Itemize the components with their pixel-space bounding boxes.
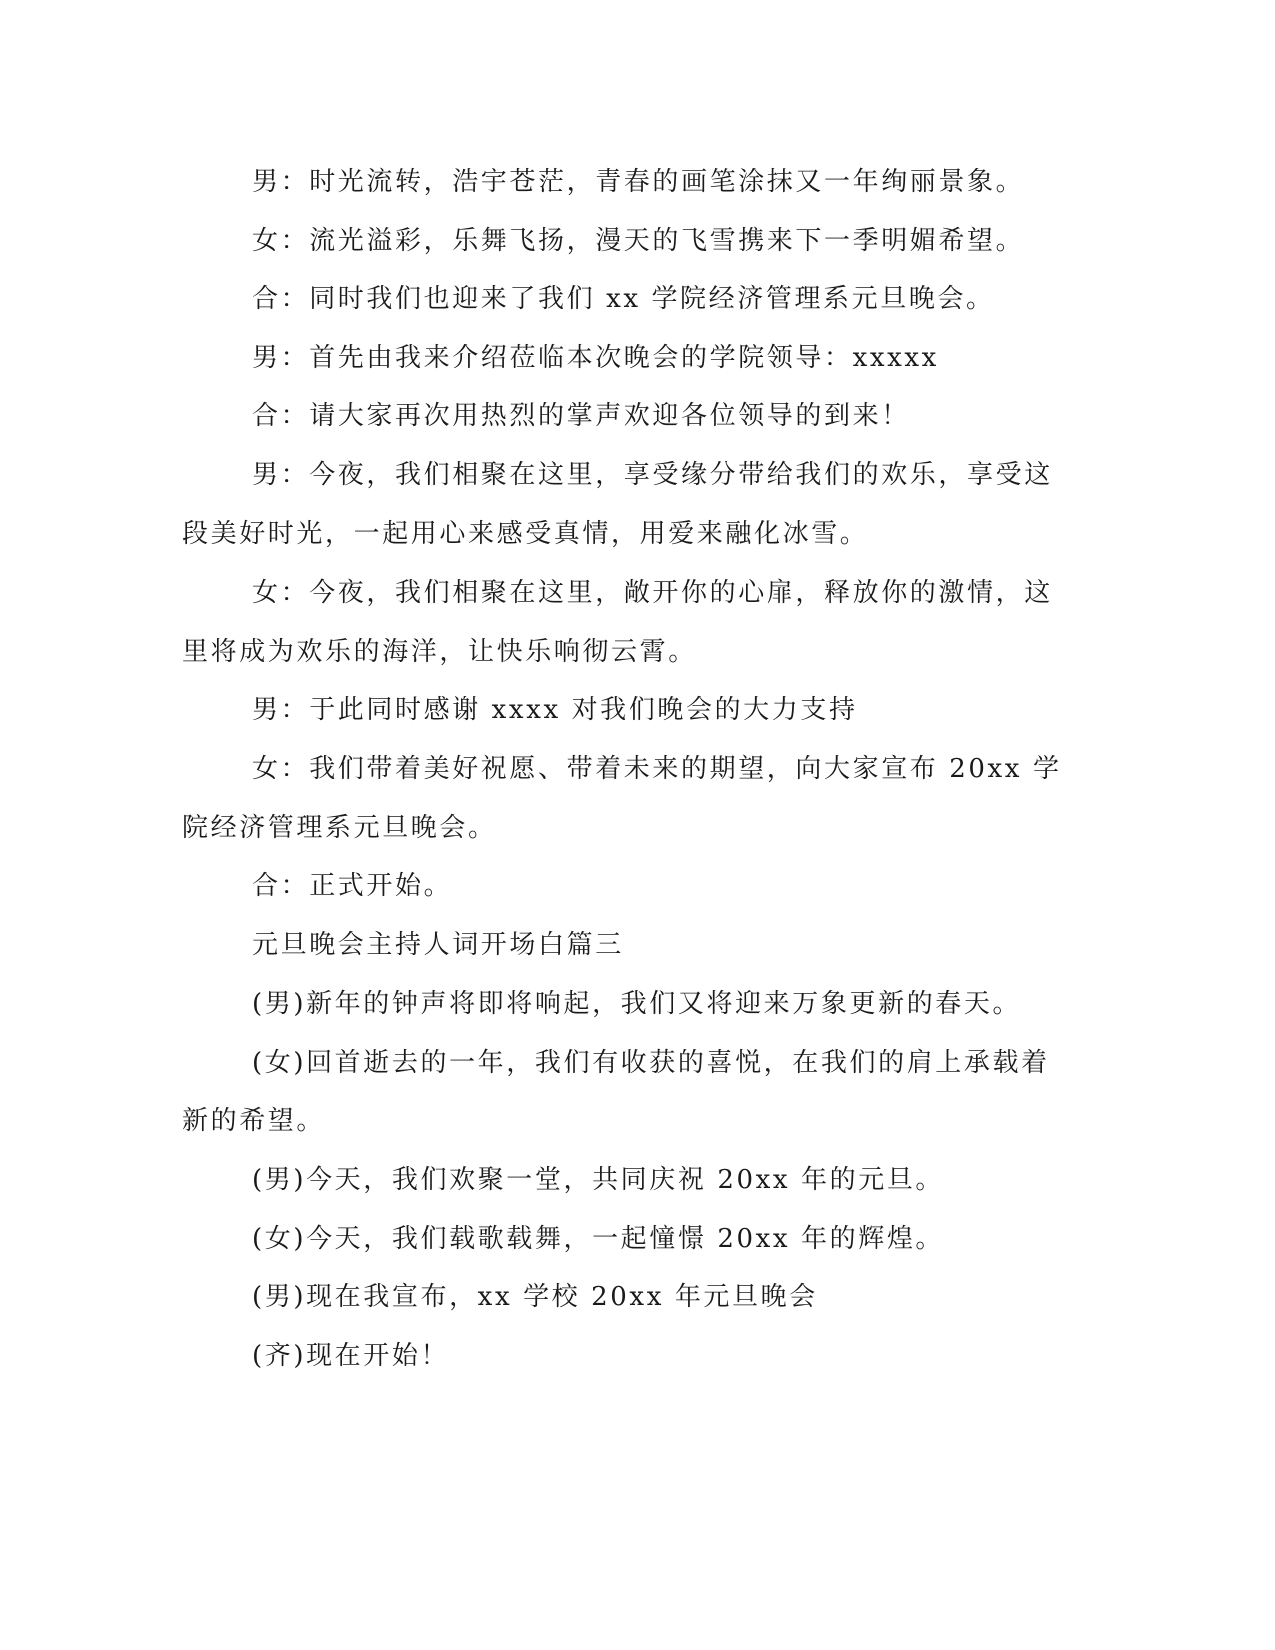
text-line: (齐)现在开始！: [252, 1341, 450, 1371]
text-line: 新的希望。: [182, 1106, 326, 1136]
text-line: 段美好时光，一起用心来感受真情，用爱来融化冰雪。: [182, 519, 869, 549]
text-line: 合：请大家再次用热烈的掌声欢迎各位领导的到来！: [252, 401, 910, 431]
text-line: (男)新年的钟声将即将响起，我们又将迎来万象更新的春天。: [252, 989, 1022, 1019]
text-line: 合：正式开始。: [252, 871, 453, 901]
text-line: (男)今天，我们欢聚一堂，共同庆祝 20xx 年的元旦。: [252, 1165, 945, 1195]
text-line: 院经济管理系元旦晚会。: [182, 813, 497, 843]
text-line: 里将成为欢乐的海洋，让快乐响彻云霄。: [182, 637, 697, 667]
text-line: 女：流光溢彩，乐舞飞扬，漫天的飞雪携来下一季明媚希望。: [252, 226, 1025, 256]
text-line: (女)回首逝去的一年，我们有收获的喜悦，在我们的肩上承载着: [252, 1048, 1050, 1078]
section-heading: 元旦晚会主持人词开场白篇三: [252, 930, 624, 960]
text-line: 男：首先由我来介绍莅临本次晚会的学院领导：xxxxx: [252, 343, 939, 373]
text-line: 女：今夜，我们相聚在这里，敞开你的心扉，释放你的激情，这: [252, 578, 1053, 608]
text-line: 男：于此同时感谢 xxxx 对我们晚会的大力支持: [252, 695, 858, 725]
text-line: (男)现在我宣布，xx 学校 20xx 年元旦晚会: [252, 1282, 818, 1312]
text-line: 男：时光流转，浩宇苍茫，青春的画笔涂抹又一年绚丽景象。: [252, 167, 1025, 197]
text-line: 合：同时我们也迎来了我们 xx 学院经济管理系元旦晚会。: [252, 284, 995, 314]
text-line: 女：我们带着美好祝愿、带着未来的期望，向大家宣布 20xx 学: [252, 754, 1062, 784]
text-line: (女)今天，我们载歌载舞，一起憧憬 20xx 年的辉煌。: [252, 1224, 945, 1254]
text-line: 男：今夜，我们相聚在这里，享受缘分带给我们的欢乐，享受这: [252, 460, 1053, 490]
